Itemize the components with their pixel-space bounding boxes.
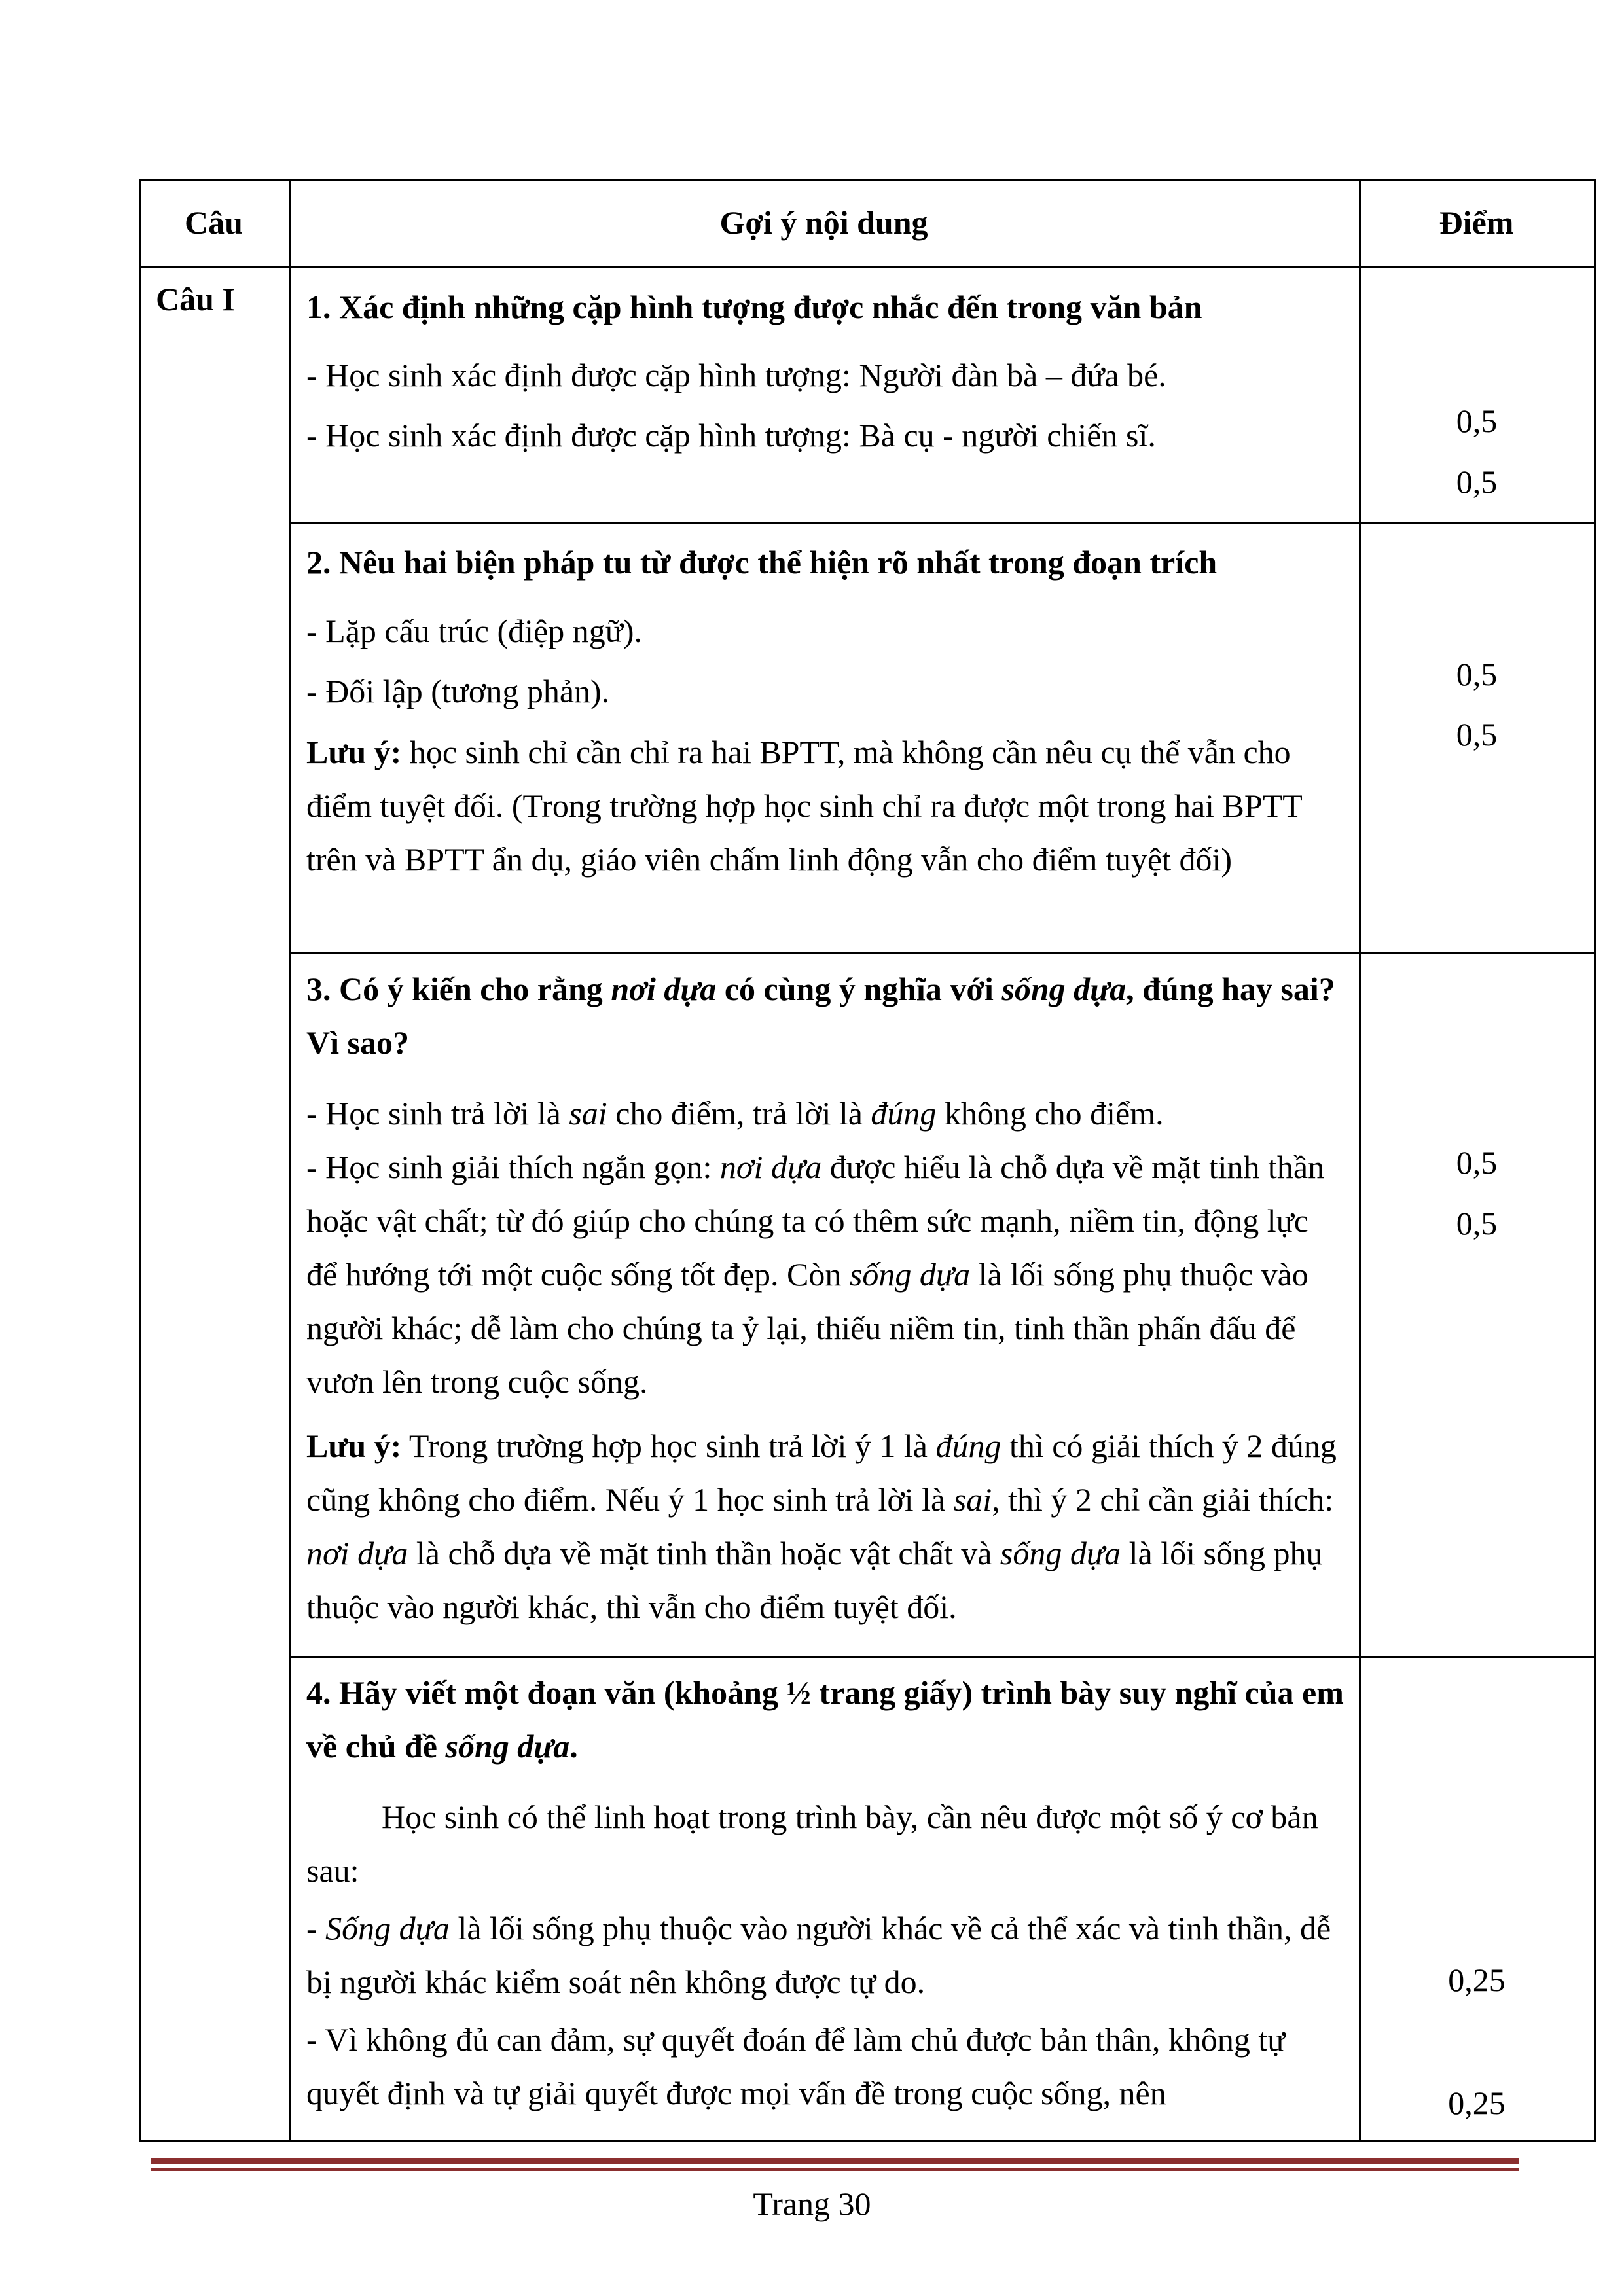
q3-line-1 bbox=[306, 1086, 1164, 1140]
q3-title bbox=[306, 962, 1341, 1069]
q4-line-2: - Vì không đủ can đảm, sự quyết đoán để làm chủ được bản thân, không tự quyết định và tự giải quyết được mọi vấn đề trong cuộc sống, nên bbox=[306, 2021, 1286, 2111]
q2-title: 2. Nêu hai biện pháp tu từ được thể hiện rõ nhất trong đoạn trích bbox=[306, 544, 1218, 581]
q3-line2-song-dua: sống dựa bbox=[849, 1256, 971, 1293]
q4-score-1: 0,25 bbox=[1448, 1962, 1506, 1998]
row-divider-3 bbox=[289, 1656, 1596, 1658]
q3-line2-part: được hiểu là chỗ dựa về mặt tinh thần hoặc vật chất; từ đó giúp cho chúng ta có thêm sức mạnh, niềm tin, động lực để hướng tới một cuộc sống tốt đẹp. Còn bbox=[306, 1149, 1325, 1293]
q4-title-song-dua: sống dựa bbox=[445, 1728, 570, 1765]
row-label-cau-i: Câu I bbox=[156, 281, 235, 317]
q4-line-1 bbox=[306, 1901, 1347, 2009]
q1-title: 1. Xác định những cặp hình tượng được nhắc đến trong văn bản bbox=[306, 289, 1202, 325]
row-divider-2 bbox=[289, 952, 1596, 954]
q3-note-noi-dua: nơi dựa bbox=[306, 1535, 408, 1571]
q4-intro: Học sinh có thể linh hoạt trong trình bày, cần nêu được một số ý cơ bản sau: bbox=[306, 1799, 1318, 1889]
q4-title bbox=[306, 1666, 1347, 1773]
q3-note-part: , thì ý 2 chỉ cần giải thích: bbox=[992, 1481, 1334, 1518]
q3-line1-part: không cho điểm. bbox=[936, 1095, 1164, 1132]
q3-note-dung: đúng bbox=[935, 1427, 1001, 1464]
q4-line1-song-dua: Sống dựa bbox=[325, 1910, 450, 1946]
q3-line1-part: - Học sinh trả lời là bbox=[306, 1095, 569, 1132]
q2-line-1: - Lặp cấu trúc (điệp ngữ). bbox=[306, 613, 642, 649]
q3-note-part: thì có giải thích ý 2 đúng cũng không cho điểm. Nếu ý 1 học sinh trả lời là bbox=[306, 1427, 1337, 1518]
q4-line1-part: là lối sống phụ thuộc vào người khác về cả thể xác và tinh thần, dễ bị người khác kiểm soát nên không được tự do. bbox=[306, 1910, 1331, 2000]
q1-line-1: - Học sinh xác định được cặp hình tượng: Người đàn bà – đứa bé. bbox=[306, 357, 1166, 393]
footer-rule-thin bbox=[151, 2168, 1519, 2171]
table-header-divider bbox=[139, 266, 1596, 268]
q3-note bbox=[306, 1419, 1347, 1634]
q3-score-1: 0,5 bbox=[1456, 1144, 1498, 1181]
page-number: Trang 30 bbox=[753, 2185, 871, 2222]
q3-title-term-song-dua: sống dựa bbox=[1001, 971, 1127, 1007]
q4-title-part: 4. Hãy viết một đoạn văn (khoảng ½ trang giấy) trình bày suy nghĩ của em về chủ đề bbox=[306, 1674, 1344, 1765]
col-divider-1 bbox=[289, 179, 291, 2142]
q2-score-1: 0,5 bbox=[1456, 656, 1498, 692]
q3-line2-part: là lối sống phụ thuộc vào người khác; dễ làm cho chúng ta ỷ lại, thiếu niềm tin, tinh thần phấn đấu để vươn lên trong cuộc sống. bbox=[306, 1256, 1308, 1400]
q2-note-label: Lưu ý: bbox=[306, 734, 402, 770]
q3-line2-noi-dua: nơi dựa bbox=[719, 1149, 822, 1185]
q3-note-song-dua: sống dựa bbox=[1000, 1535, 1121, 1571]
q4-score-2: 0,25 bbox=[1448, 2085, 1506, 2121]
q3-title-part: , đúng hay sai? Vì sao? bbox=[306, 971, 1335, 1061]
q3-line-2 bbox=[306, 1140, 1347, 1408]
q3-note-label: Lưu ý: bbox=[306, 1427, 402, 1464]
q2-score-2: 0,5 bbox=[1456, 716, 1498, 753]
q3-line1-sai: sai bbox=[569, 1095, 607, 1132]
table-border-left bbox=[139, 179, 141, 2142]
q2-line-2: - Đối lập (tương phản). bbox=[306, 673, 610, 709]
q4-line1-part: - bbox=[306, 1910, 326, 1946]
row-divider-1 bbox=[289, 522, 1596, 524]
q1-line-2: - Học sinh xác định được cặp hình tượng: Bà cụ - người chiến sĩ. bbox=[306, 417, 1156, 454]
q3-note-part: Trong trường hợp học sinh trả lời ý 1 là bbox=[401, 1427, 936, 1464]
q3-note-part: là chỗ dựa về mặt tinh thần hoặc vật chất và bbox=[408, 1535, 1000, 1571]
q3-line1-part: cho điểm, trả lời là bbox=[607, 1095, 871, 1132]
q3-note-sai: sai bbox=[953, 1481, 992, 1518]
table-border-bottom bbox=[139, 2140, 1596, 2142]
q3-line1-dung: đúng bbox=[871, 1095, 937, 1132]
header-goi-y-noi-dung: Gợi ý nội dung bbox=[719, 204, 928, 241]
q3-line2-part: - Học sinh giải thích ngắn gọn: bbox=[306, 1149, 720, 1185]
q2-note bbox=[306, 725, 1347, 886]
q1-score-1: 0,5 bbox=[1456, 403, 1498, 439]
header-diem: Điểm bbox=[1439, 204, 1514, 241]
q3-title-term-noi-dua: nơi dựa bbox=[611, 971, 717, 1007]
q3-score-2: 0,5 bbox=[1456, 1205, 1498, 1242]
q3-title-part: 3. Có ý kiến cho rằng bbox=[306, 971, 611, 1007]
header-cau: Câu bbox=[185, 204, 243, 241]
footer-rule-thick bbox=[151, 2158, 1519, 2164]
table-border-top bbox=[139, 179, 1596, 181]
q2-note-text: học sinh chỉ cần chỉ ra hai BPTT, mà không cần nêu cụ thể vẫn cho điểm tuyệt đối. (Trong trường hợp học sinh chỉ ra được một trong hai BPTT trên và BPTT ẩn dụ, giáo viên chấm linh động vẫn cho điểm tuyệt đối) bbox=[306, 734, 1302, 878]
q3-note-part: là lối sống phụ thuộc vào người khác, thì vẫn cho điểm tuyệt đối. bbox=[306, 1535, 1323, 1625]
q4-title-part: . bbox=[569, 1728, 578, 1765]
q1-score-2: 0,5 bbox=[1456, 463, 1498, 500]
q3-title-part: có cùng ý nghĩa với bbox=[716, 971, 1002, 1007]
